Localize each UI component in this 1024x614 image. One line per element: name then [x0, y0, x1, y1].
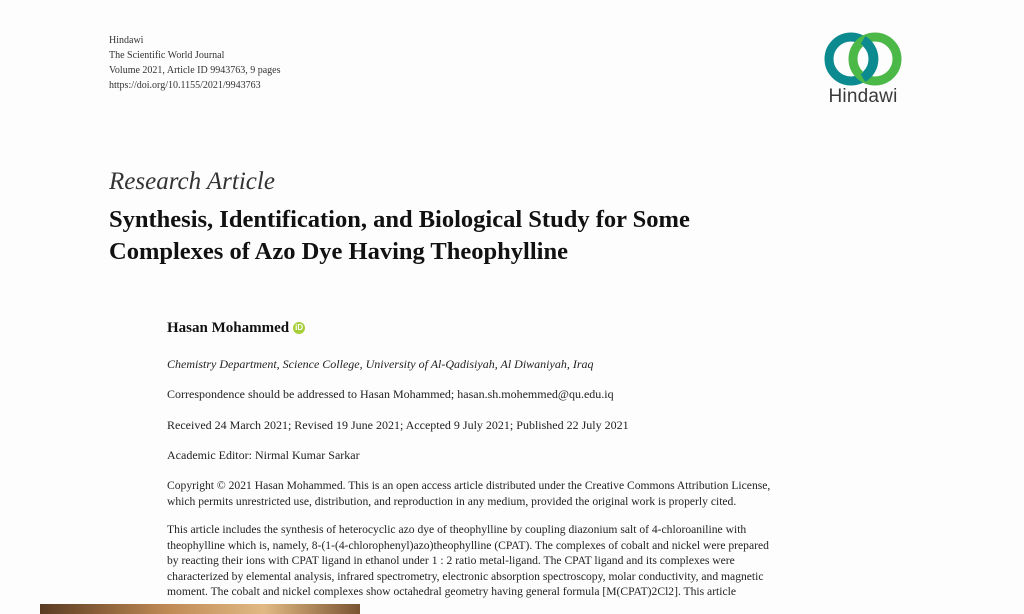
volume-info: Volume 2021, Article ID 9943763, 9 pages	[109, 65, 281, 76]
publisher-name: Hindawi	[109, 35, 144, 46]
journal-name: The Scientific World Journal	[109, 50, 225, 61]
author	[167, 320, 305, 337]
abstract-line: This article includes the synthesis of heterocyclic azo dye of theophylline by coupling diazonium salt of 4-chloroaniline with	[167, 523, 747, 536]
article-type: Research Article	[109, 168, 275, 195]
photo-edge	[40, 604, 360, 614]
title-line: Synthesis, Identification, and Biological Study for Some	[109, 206, 690, 233]
academic-editor: Academic Editor: Nirmal Kumar Sarkar	[167, 448, 360, 462]
title-line: Complexes of Azo Dye Having Theophylline	[109, 238, 568, 265]
abstract	[167, 522, 900, 600]
copyright-notice	[167, 478, 900, 509]
abstract-line: by reacting their ions with CPAT ligand in ethanol under 1 : 2 ratio metal-ligand. The CPAT ligand and its complexes were	[167, 554, 735, 568]
logo-text: Hindawi	[828, 86, 898, 107]
publication-dates: Received 24 March 2021; Revised 19 June 2021; Accepted 9 July 2021; Published 22 July 2021	[167, 418, 629, 432]
journal-header	[109, 33, 280, 93]
abstract-line: moment. The cobalt and nickel complexes show octahedral geometry having general formula [M(CPAT)2Cl2]. This article	[167, 585, 737, 599]
abstract-line: theophylline which is, namely, 8-(1-(4-chlorophenyl)azo)theophylline (CPAT). The complexes of cobalt and nickel were prepared	[167, 538, 769, 552]
hindawi-logo	[818, 30, 908, 120]
copyright-line: which permits unrestricted use, distribution, and reproduction in any medium, provided the original work is properly cited.	[167, 494, 737, 508]
hindawi-logo-icon	[821, 30, 905, 88]
copyright-line: Copyright © 2021 Hasan Mohammed. This is an open access article distributed under the Creative Commons Attribution License,	[167, 479, 771, 492]
correspondence: Correspondence should be addressed to Hasan Mohammed; hasan.sh.mohemmed@qu.edu.iq	[167, 387, 614, 401]
abstract-line: characterized by elemental analysis, infrared spectrometry, electronic absorption spectroscopy, molar conductivity, and magnetic	[167, 569, 764, 583]
orcid-icon[interactable]: iD	[295, 322, 304, 332]
affiliation: Chemistry Department, Science College, University of Al-Qadisiyah, Al Diwaniyah, Iraq	[167, 357, 594, 371]
article-title	[109, 204, 929, 268]
doi-link[interactable]: https://doi.org/10.1155/2021/9943763	[109, 80, 261, 91]
author-name[interactable]: Hasan Mohammed	[167, 320, 290, 336]
